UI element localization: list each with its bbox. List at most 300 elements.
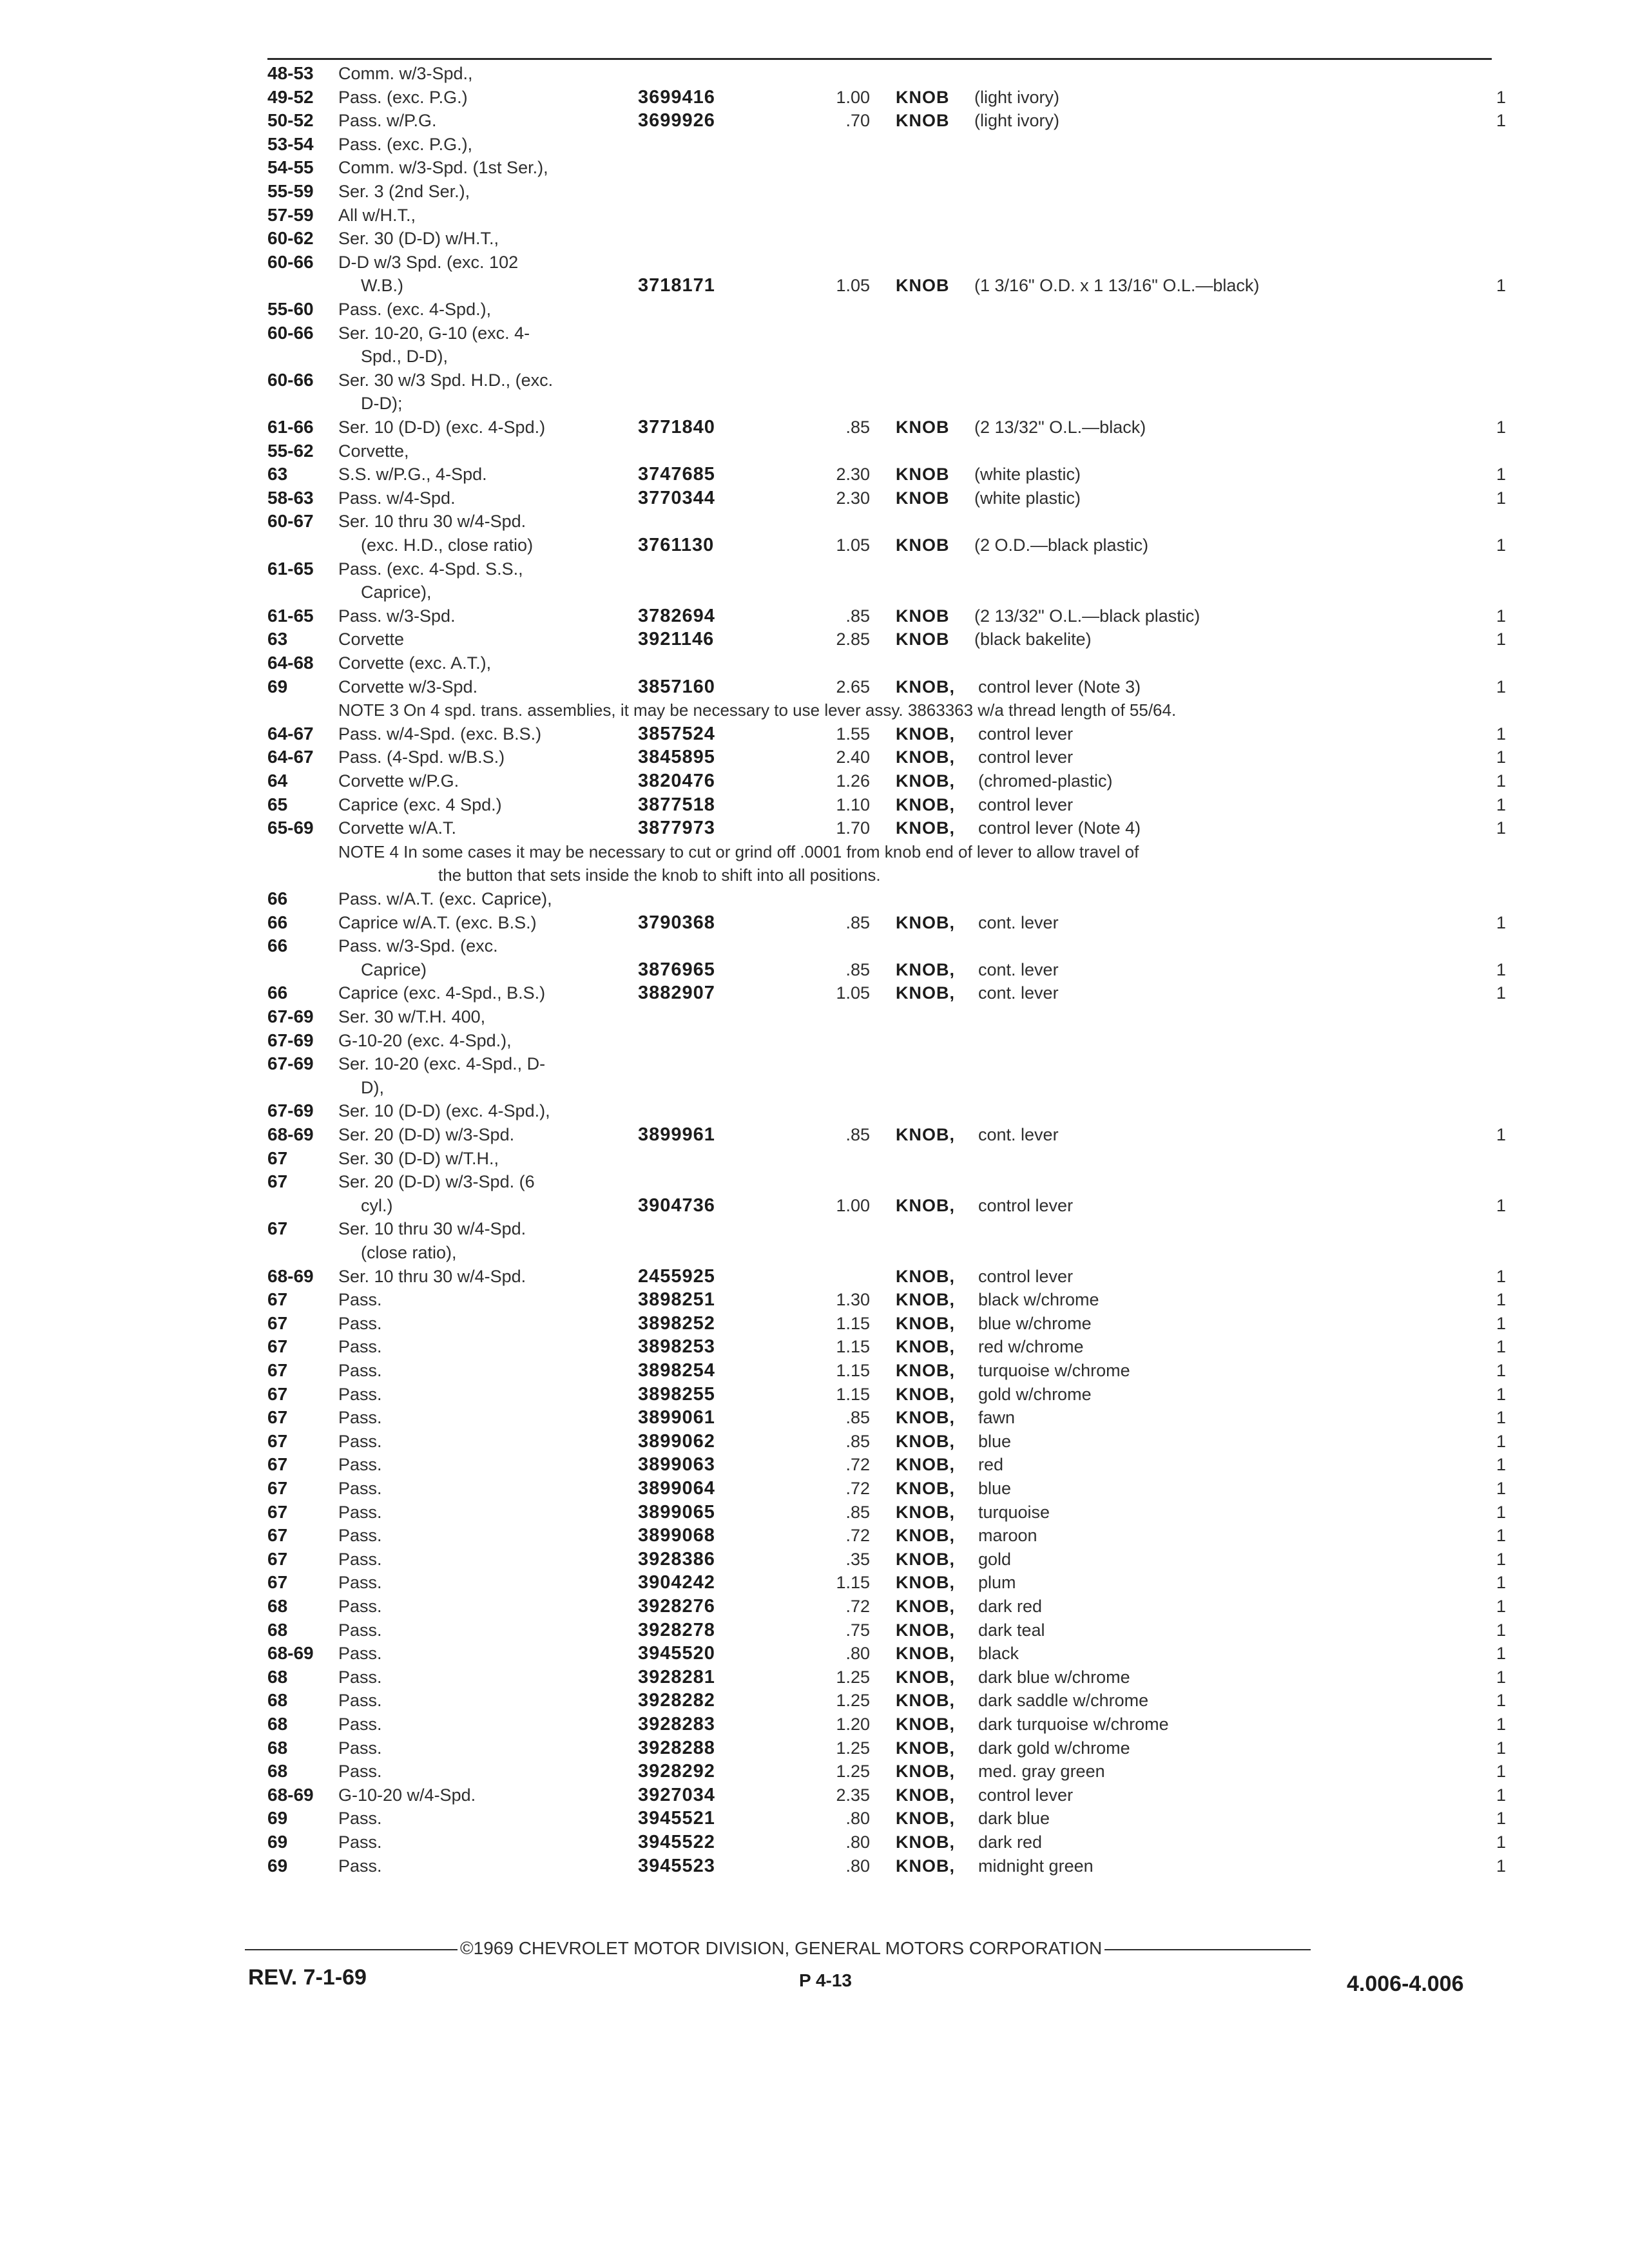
parts-row bbox=[0, 722, 1629, 746]
model-application: Corvette w/A.T. bbox=[338, 818, 457, 838]
price: 1.15 bbox=[836, 1384, 870, 1404]
model-application: Corvette bbox=[338, 629, 405, 649]
model-application: Pass. bbox=[338, 1691, 382, 1711]
quantity: 1 bbox=[1496, 1195, 1507, 1215]
quantity: 1 bbox=[1496, 1809, 1507, 1829]
parts-row bbox=[0, 1429, 1629, 1454]
item-description: maroon bbox=[978, 1526, 1037, 1546]
year-range: 67 bbox=[267, 1312, 288, 1333]
part-number: 3899061 bbox=[638, 1407, 715, 1428]
price: 1.10 bbox=[836, 794, 870, 814]
model-application: Pass. bbox=[338, 1809, 382, 1829]
part-number: 3898251 bbox=[638, 1289, 715, 1311]
item-name: KNOB, bbox=[896, 818, 955, 838]
part-number: 3899065 bbox=[638, 1501, 715, 1523]
quantity: 1 bbox=[1496, 1266, 1507, 1286]
quantity: 1 bbox=[1496, 535, 1507, 555]
model-application: Pass. bbox=[338, 1620, 382, 1640]
model-application: Ser. 10 thru 30 w/4-Spd. bbox=[338, 512, 526, 532]
item-name: KNOB, bbox=[896, 1195, 955, 1215]
parts-row bbox=[0, 462, 1629, 486]
parts-row bbox=[0, 1405, 1629, 1430]
price: 2.30 bbox=[836, 465, 870, 485]
quantity: 1 bbox=[1496, 1313, 1507, 1333]
item-name: KNOB, bbox=[896, 1573, 955, 1593]
year-range: 49-52 bbox=[267, 86, 314, 107]
item-name: KNOB, bbox=[896, 677, 955, 697]
price: .72 bbox=[845, 1479, 870, 1498]
year-range: 60-62 bbox=[267, 228, 314, 249]
item-description: control lever bbox=[978, 1785, 1074, 1805]
part-number: 3782694 bbox=[638, 605, 715, 626]
parts-row bbox=[0, 1287, 1629, 1312]
year-range: 68 bbox=[267, 1666, 288, 1687]
model-application: Pass. (exc. 4-Spd. S.S., bbox=[338, 559, 523, 579]
item-description: blue bbox=[978, 1431, 1012, 1451]
item-description: dark teal bbox=[978, 1620, 1045, 1640]
price: 1.70 bbox=[836, 818, 870, 838]
parts-row bbox=[0, 887, 1629, 911]
year-range: 68 bbox=[267, 1714, 288, 1734]
part-number: 3876965 bbox=[638, 959, 715, 980]
part-number: 3928288 bbox=[638, 1737, 715, 1758]
model-application: Ser. 20 (D-D) w/3-Spd. bbox=[338, 1125, 515, 1144]
year-range: 60-67 bbox=[267, 511, 314, 532]
model-application: W.B.) bbox=[361, 276, 403, 296]
year-range: 67 bbox=[267, 1430, 288, 1451]
model-application: Ser. 10 (D-D) (exc. 4-Spd.) bbox=[338, 418, 546, 437]
parts-row bbox=[0, 297, 1629, 322]
item-description: (2 13/32" O.L.—black plastic) bbox=[974, 606, 1200, 626]
model-application: All w/H.T., bbox=[338, 205, 416, 225]
item-name: KNOB, bbox=[896, 794, 955, 814]
item-description: cont. lever bbox=[978, 959, 1059, 979]
quantity: 1 bbox=[1496, 488, 1507, 508]
item-description: control lever bbox=[978, 724, 1074, 744]
year-range: 66 bbox=[267, 889, 288, 908]
model-application: D-D w/3 Spd. (exc. 102 bbox=[338, 252, 519, 272]
quantity: 1 bbox=[1496, 1762, 1507, 1782]
part-number: 2455925 bbox=[638, 1265, 715, 1287]
part-number: 3857160 bbox=[638, 676, 715, 697]
model-application: (close ratio), bbox=[361, 1243, 457, 1262]
price: .75 bbox=[845, 1620, 870, 1640]
parts-row bbox=[0, 580, 1629, 604]
quantity: 1 bbox=[1496, 724, 1507, 744]
item-name: KNOB, bbox=[896, 747, 955, 767]
item-name: KNOB, bbox=[896, 1597, 955, 1616]
quantity: 1 bbox=[1496, 1290, 1507, 1310]
model-application: Ser. 30 (D-D) w/T.H., bbox=[338, 1148, 499, 1168]
item-description: dark blue w/chrome bbox=[978, 1667, 1130, 1687]
parts-row bbox=[0, 1854, 1629, 1878]
item-description: fawn bbox=[978, 1408, 1016, 1428]
parts-row bbox=[0, 1688, 1629, 1713]
item-description: cont. lever bbox=[978, 983, 1059, 1003]
parts-row bbox=[0, 1547, 1629, 1571]
year-range: 68 bbox=[267, 1690, 288, 1711]
parts-row bbox=[0, 1193, 1629, 1218]
year-range: 64-67 bbox=[267, 723, 314, 744]
model-application: Pass. bbox=[338, 1526, 382, 1546]
model-application: Caprice) bbox=[361, 959, 427, 979]
price: .72 bbox=[845, 1526, 870, 1546]
year-range: 58-63 bbox=[267, 487, 314, 508]
price: .80 bbox=[845, 1856, 870, 1876]
quantity: 1 bbox=[1496, 1502, 1507, 1522]
quantity: 1 bbox=[1496, 1479, 1507, 1498]
year-range: 67 bbox=[267, 1336, 288, 1357]
price: .85 bbox=[845, 1125, 870, 1144]
model-application: Pass. (exc. P.G.), bbox=[338, 134, 473, 154]
year-range: 69 bbox=[267, 1832, 288, 1852]
parts-row bbox=[0, 557, 1629, 581]
parts-row bbox=[0, 1712, 1629, 1736]
part-number: 3928282 bbox=[638, 1690, 715, 1711]
item-name: KNOB, bbox=[896, 1361, 955, 1380]
model-application: Pass. bbox=[338, 1479, 382, 1498]
price: 1.05 bbox=[836, 276, 870, 296]
note-text: the button that sets inside the knob to shift into all positions. bbox=[438, 865, 881, 885]
part-number: 3747685 bbox=[638, 464, 715, 485]
item-name: KNOB, bbox=[896, 912, 955, 932]
year-range: 66 bbox=[267, 936, 288, 956]
model-application: Pass. bbox=[338, 1502, 382, 1522]
price: 2.35 bbox=[836, 1785, 870, 1805]
parts-row bbox=[0, 179, 1629, 204]
year-range: 67-69 bbox=[267, 1006, 314, 1026]
year-range: 67 bbox=[267, 1454, 288, 1475]
model-application: Pass. bbox=[338, 1856, 382, 1876]
item-description: control lever bbox=[978, 794, 1074, 814]
parts-row bbox=[0, 1264, 1629, 1289]
parts-row bbox=[0, 321, 1629, 345]
quantity: 1 bbox=[1496, 912, 1507, 932]
price: 2.30 bbox=[836, 488, 870, 508]
parts-row bbox=[0, 1382, 1629, 1407]
quantity: 1 bbox=[1496, 629, 1507, 649]
price: 1.25 bbox=[836, 1667, 870, 1687]
model-application: Pass. bbox=[338, 1408, 382, 1428]
model-application: Pass. w/4-Spd. (exc. B.S.) bbox=[338, 724, 542, 744]
price: .85 bbox=[845, 1408, 870, 1428]
quantity: 1 bbox=[1496, 1384, 1507, 1404]
parts-row bbox=[0, 368, 1629, 392]
part-number: 3899068 bbox=[638, 1525, 715, 1546]
parts-row bbox=[0, 1641, 1629, 1666]
model-application: Pass. w/P.G. bbox=[338, 111, 437, 131]
parts-row bbox=[0, 1052, 1629, 1076]
parts-row bbox=[0, 61, 1629, 86]
model-application: Pass. bbox=[338, 1832, 382, 1852]
parts-row bbox=[0, 1500, 1629, 1524]
item-description: black bbox=[978, 1644, 1019, 1664]
year-range: 67 bbox=[267, 1289, 288, 1310]
year-range: 64-68 bbox=[267, 653, 314, 673]
quantity: 1 bbox=[1496, 465, 1507, 485]
item-description: red w/chrome bbox=[978, 1337, 1084, 1357]
year-range: 68 bbox=[267, 1737, 288, 1758]
quantity: 1 bbox=[1496, 818, 1507, 838]
year-range: 68 bbox=[267, 1596, 288, 1616]
price: 1.25 bbox=[836, 1738, 870, 1758]
part-number: 3699926 bbox=[638, 110, 715, 131]
model-application: G-10-20 (exc. 4-Spd.), bbox=[338, 1030, 512, 1050]
model-application: Caprice (exc. 4 Spd.) bbox=[338, 794, 502, 814]
year-range: 67 bbox=[267, 1218, 288, 1239]
year-range: 67 bbox=[267, 1148, 288, 1168]
item-name: KNOB, bbox=[896, 724, 955, 744]
parts-row bbox=[0, 1075, 1629, 1100]
year-range: 69 bbox=[267, 1855, 288, 1876]
parts-row bbox=[0, 1146, 1629, 1171]
model-application: Corvette (exc. A.T.), bbox=[338, 653, 492, 673]
price: 1.30 bbox=[836, 1290, 870, 1310]
quantity: 1 bbox=[1496, 606, 1507, 626]
price: 1.15 bbox=[836, 1313, 870, 1333]
quantity: 1 bbox=[1496, 1125, 1507, 1144]
item-description: (2 O.D.—black plastic) bbox=[974, 535, 1149, 555]
parts-row bbox=[0, 1311, 1629, 1336]
part-number: 3945520 bbox=[638, 1643, 715, 1664]
year-range: 67 bbox=[267, 1548, 288, 1569]
item-name: KNOB, bbox=[896, 1667, 955, 1687]
price: 1.15 bbox=[836, 1573, 870, 1593]
item-description: cont. lever bbox=[978, 1125, 1059, 1144]
item-description: turquoise w/chrome bbox=[978, 1361, 1130, 1380]
parts-row bbox=[0, 155, 1629, 180]
item-name: KNOB, bbox=[896, 1526, 955, 1546]
model-application: Pass. w/3-Spd. bbox=[338, 606, 456, 626]
parts-row bbox=[0, 1452, 1629, 1477]
year-range: 55-60 bbox=[267, 299, 314, 319]
parts-row bbox=[0, 1476, 1629, 1501]
model-application: Pass. bbox=[338, 1431, 382, 1451]
parts-row bbox=[0, 486, 1629, 510]
model-application: Ser. 30 w/T.H. 400, bbox=[338, 1007, 486, 1026]
parts-row bbox=[0, 439, 1629, 463]
part-number: 3845895 bbox=[638, 747, 715, 768]
page-number: P 4-13 bbox=[799, 1970, 852, 1990]
parts-row bbox=[0, 226, 1629, 251]
parts-row bbox=[0, 816, 1629, 840]
item-name: KNOB bbox=[896, 606, 950, 626]
year-range: 67 bbox=[267, 1360, 288, 1380]
quantity: 1 bbox=[1496, 1526, 1507, 1546]
year-range: 68 bbox=[267, 1619, 288, 1640]
model-application: Caprice), bbox=[361, 582, 432, 602]
item-description: (chromed-plastic) bbox=[978, 771, 1113, 791]
model-application: Corvette, bbox=[338, 441, 409, 461]
price: .85 bbox=[845, 418, 870, 437]
quantity: 1 bbox=[1496, 747, 1507, 767]
price: .72 bbox=[845, 1597, 870, 1616]
year-range: 69 bbox=[267, 676, 288, 697]
part-number: 3945523 bbox=[638, 1855, 715, 1876]
price: 1.26 bbox=[836, 771, 870, 791]
parts-row bbox=[0, 85, 1629, 110]
year-range: 64-67 bbox=[267, 747, 314, 767]
item-name: KNOB bbox=[896, 465, 950, 485]
parts-row bbox=[0, 1523, 1629, 1548]
model-application: Ser. 10 (D-D) (exc. 4-Spd.), bbox=[338, 1101, 550, 1121]
quantity: 1 bbox=[1496, 677, 1507, 697]
year-range: 68 bbox=[267, 1761, 288, 1782]
part-number: 3857524 bbox=[638, 723, 715, 744]
item-description: (light ivory) bbox=[974, 111, 1060, 131]
parts-row bbox=[0, 108, 1629, 133]
year-range: 69 bbox=[267, 1808, 288, 1829]
price: .80 bbox=[845, 1832, 870, 1852]
item-name: KNOB, bbox=[896, 1549, 955, 1569]
price: .72 bbox=[845, 1455, 870, 1475]
part-number: 3928292 bbox=[638, 1761, 715, 1782]
model-application: Ser. 10 thru 30 w/4-Spd. bbox=[338, 1219, 526, 1239]
item-description: dark blue bbox=[978, 1809, 1050, 1829]
price: .80 bbox=[845, 1809, 870, 1829]
quantity: 1 bbox=[1496, 1431, 1507, 1451]
revision-date: REV. 7-1-69 bbox=[248, 1965, 367, 1990]
item-name: KNOB, bbox=[896, 1762, 955, 1782]
part-number: 3899063 bbox=[638, 1454, 715, 1475]
parts-row bbox=[0, 957, 1629, 982]
item-name: KNOB, bbox=[896, 1856, 955, 1876]
item-description: (light ivory) bbox=[974, 87, 1060, 107]
parts-row bbox=[0, 675, 1629, 699]
part-number: 3718171 bbox=[638, 275, 715, 296]
year-range: 67 bbox=[267, 1572, 288, 1593]
price: 1.25 bbox=[836, 1691, 870, 1711]
quantity: 1 bbox=[1496, 1573, 1507, 1593]
year-range: 63 bbox=[267, 464, 288, 485]
price: 1.25 bbox=[836, 1762, 870, 1782]
model-application: Ser. 10-20, G-10 (exc. 4- bbox=[338, 323, 530, 343]
parts-row bbox=[0, 1618, 1629, 1642]
price: .85 bbox=[845, 1502, 870, 1522]
item-name: KNOB, bbox=[896, 1431, 955, 1451]
item-description: dark saddle w/chrome bbox=[978, 1691, 1149, 1711]
model-application: Pass. bbox=[338, 1549, 382, 1569]
parts-row bbox=[0, 698, 1629, 722]
parts-row bbox=[0, 981, 1629, 1005]
quantity: 1 bbox=[1496, 1667, 1507, 1687]
model-application: Pass. (4-Spd. w/B.S.) bbox=[338, 747, 505, 767]
part-number: 3921146 bbox=[638, 629, 715, 650]
year-range: 60-66 bbox=[267, 369, 314, 390]
price: 2.85 bbox=[836, 629, 870, 649]
price: 1.05 bbox=[836, 535, 870, 555]
parts-row bbox=[0, 1334, 1629, 1359]
part-number: 3928276 bbox=[638, 1596, 715, 1617]
part-number: 3899961 bbox=[638, 1124, 715, 1145]
price: 1.55 bbox=[836, 724, 870, 744]
item-name: KNOB bbox=[896, 418, 950, 437]
price: 1.05 bbox=[836, 983, 870, 1003]
part-number: 3898255 bbox=[638, 1383, 715, 1405]
year-range: 55-62 bbox=[267, 440, 314, 461]
item-name: KNOB, bbox=[896, 983, 955, 1003]
model-application: Pass. (exc. P.G.) bbox=[338, 87, 468, 107]
copyright-line bbox=[245, 1938, 1311, 1959]
model-application: Caprice w/A.T. (exc. B.S.) bbox=[338, 912, 537, 932]
year-range: 53-54 bbox=[267, 133, 314, 154]
part-number: 3928386 bbox=[638, 1548, 715, 1570]
year-range: 61-65 bbox=[267, 605, 314, 626]
item-name: KNOB, bbox=[896, 1809, 955, 1829]
parts-row bbox=[0, 745, 1629, 769]
quantity: 1 bbox=[1496, 959, 1507, 979]
parts-row bbox=[0, 840, 1629, 864]
quantity: 1 bbox=[1496, 1644, 1507, 1664]
price: 1.15 bbox=[836, 1361, 870, 1380]
item-name: KNOB, bbox=[896, 1715, 955, 1734]
copyright-text: ©1969 CHEVROLET MOTOR DIVISION, GENERAL MOTORS CORPORATION bbox=[460, 1938, 1103, 1958]
model-application: Pass. bbox=[338, 1715, 382, 1734]
part-number: 3898252 bbox=[638, 1312, 715, 1334]
part-number: 3904242 bbox=[638, 1572, 715, 1593]
item-name: KNOB bbox=[896, 629, 950, 649]
model-application: Pass. bbox=[338, 1667, 382, 1687]
parts-row bbox=[0, 1594, 1629, 1619]
quantity: 1 bbox=[1496, 794, 1507, 814]
item-name: KNOB bbox=[896, 276, 950, 296]
quantity: 1 bbox=[1496, 1597, 1507, 1616]
model-application: Ser. 3 (2nd Ser.), bbox=[338, 182, 470, 201]
year-range: 61-65 bbox=[267, 558, 314, 579]
model-application: Pass. bbox=[338, 1290, 382, 1310]
model-application: Pass. bbox=[338, 1361, 382, 1380]
quantity: 1 bbox=[1496, 87, 1507, 107]
parts-row bbox=[0, 415, 1629, 439]
part-number: 3877973 bbox=[638, 818, 715, 839]
item-description: (1 3/16" O.D. x 1 13/16" O.L.—black) bbox=[974, 276, 1260, 296]
item-name: KNOB, bbox=[896, 1266, 955, 1286]
quantity: 1 bbox=[1496, 1337, 1507, 1357]
item-description: blue bbox=[978, 1479, 1012, 1498]
item-description: cont. lever bbox=[978, 912, 1059, 932]
item-description: black w/chrome bbox=[978, 1290, 1099, 1310]
quantity: 1 bbox=[1496, 111, 1507, 131]
year-range: 63 bbox=[267, 629, 288, 649]
year-range: 68-69 bbox=[267, 1124, 314, 1144]
model-application: Pass. bbox=[338, 1313, 382, 1333]
model-application: Pass. bbox=[338, 1597, 382, 1616]
item-description: control lever (Note 3) bbox=[978, 677, 1141, 697]
quantity: 1 bbox=[1496, 1691, 1507, 1711]
quantity: 1 bbox=[1496, 1715, 1507, 1734]
quantity: 1 bbox=[1496, 1620, 1507, 1640]
quantity: 1 bbox=[1496, 1832, 1507, 1852]
year-range: 68-69 bbox=[267, 1265, 314, 1286]
price: .85 bbox=[845, 912, 870, 932]
year-range: 67 bbox=[267, 1171, 288, 1192]
parts-row bbox=[0, 651, 1629, 675]
parts-row bbox=[0, 604, 1629, 628]
item-name: KNOB, bbox=[896, 1644, 955, 1664]
year-range: 50-52 bbox=[267, 110, 314, 131]
part-number: 3945522 bbox=[638, 1832, 715, 1852]
parts-row bbox=[0, 1830, 1629, 1854]
year-range: 65-69 bbox=[267, 818, 314, 838]
item-name: KNOB, bbox=[896, 1290, 955, 1310]
year-range: 57-59 bbox=[267, 204, 314, 225]
year-range: 67 bbox=[267, 1525, 288, 1546]
item-name: KNOB, bbox=[896, 1691, 955, 1711]
item-name: KNOB, bbox=[896, 1785, 955, 1805]
part-number: 3928283 bbox=[638, 1714, 715, 1735]
parts-row bbox=[0, 273, 1629, 298]
price: .35 bbox=[845, 1549, 870, 1569]
